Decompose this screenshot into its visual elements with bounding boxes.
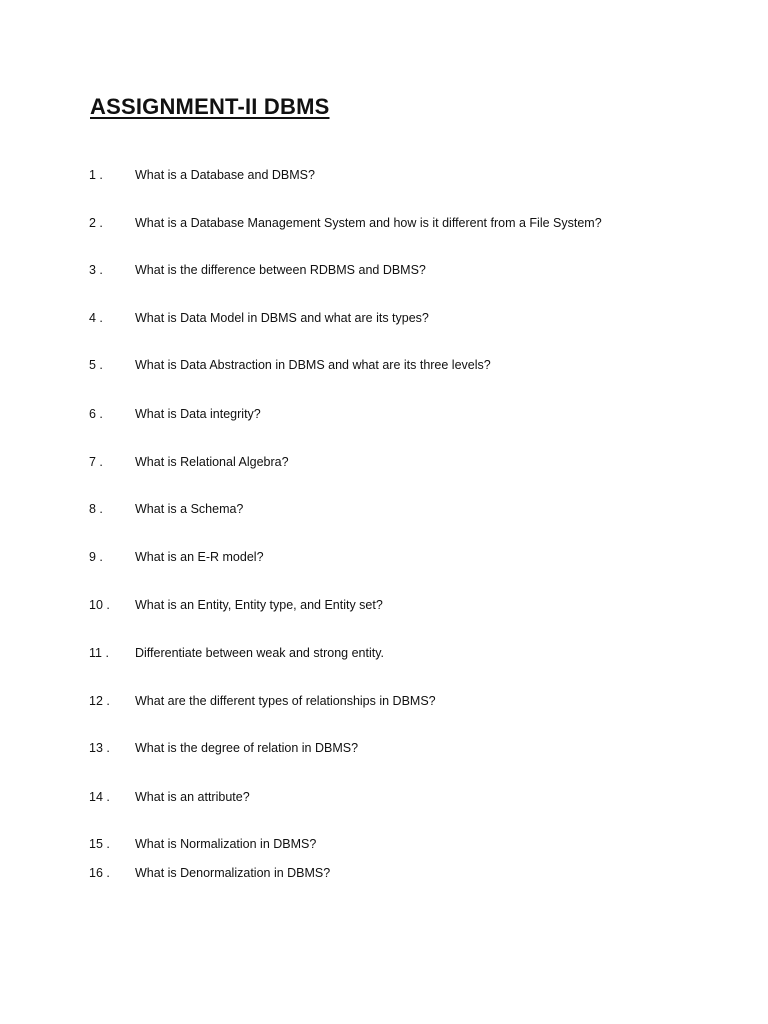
question-text: What is an E-R model? — [135, 550, 264, 564]
question-item — [0, 404, 768, 424]
question-number: 5 . — [89, 358, 103, 372]
question-item — [0, 595, 768, 615]
page-title: ASSIGNMENT-II DBMS — [90, 94, 330, 119]
question-text: What is the degree of relation in DBMS? — [135, 741, 359, 755]
question-item — [0, 643, 768, 663]
question-item — [0, 691, 768, 711]
question-number: 7 . — [89, 455, 103, 469]
question-text: Differentiate between weak and strong entity. — [135, 646, 384, 660]
question-item — [0, 165, 768, 185]
question-number: 2 . — [89, 216, 103, 230]
question-number: 6 . — [89, 407, 103, 421]
question-number: 13 . — [89, 741, 110, 755]
question-text: What is an attribute? — [135, 790, 250, 804]
question-text: What is Denormalization in DBMS? — [135, 866, 331, 880]
question-item — [0, 452, 768, 472]
question-text: What is Relational Algebra? — [135, 455, 289, 469]
question-number: 9 . — [89, 550, 103, 564]
question-text: What is a Schema? — [135, 502, 244, 516]
question-item — [0, 547, 768, 567]
question-number: 8 . — [89, 502, 103, 516]
question-text: What is Data Abstraction in DBMS and what are its three levels? — [135, 358, 491, 372]
question-text: What is Normalization in DBMS? — [135, 837, 317, 851]
question-number: 16 . — [89, 866, 110, 880]
question-number: 3 . — [89, 263, 103, 277]
question-item — [0, 787, 768, 807]
question-text: What is a Database and DBMS? — [135, 168, 315, 182]
question-number: 11 . — [89, 646, 109, 660]
question-text: What is Data integrity? — [135, 407, 261, 421]
question-item — [0, 308, 768, 328]
question-number: 14 . — [89, 790, 110, 804]
question-text: What is Data Model in DBMS and what are its types? — [135, 311, 429, 325]
question-number: 4 . — [89, 311, 103, 325]
question-number: 12 . — [89, 694, 110, 708]
question-text: What is an Entity, Entity type, and Entity set? — [135, 598, 383, 612]
question-number: 10 . — [89, 598, 110, 612]
question-text: What are the different types of relationships in DBMS? — [135, 694, 436, 708]
question-item — [0, 213, 768, 233]
question-item — [0, 499, 768, 519]
question-number: 1 . — [89, 168, 103, 182]
question-item — [0, 863, 768, 883]
question-item — [0, 834, 768, 854]
question-number: 15 . — [89, 837, 110, 851]
question-item — [0, 355, 768, 375]
question-item — [0, 260, 768, 280]
question-text: What is a Database Management System and how is it different from a File System? — [135, 216, 602, 230]
question-text: What is the difference between RDBMS and DBMS? — [135, 263, 426, 277]
question-item — [0, 738, 768, 758]
